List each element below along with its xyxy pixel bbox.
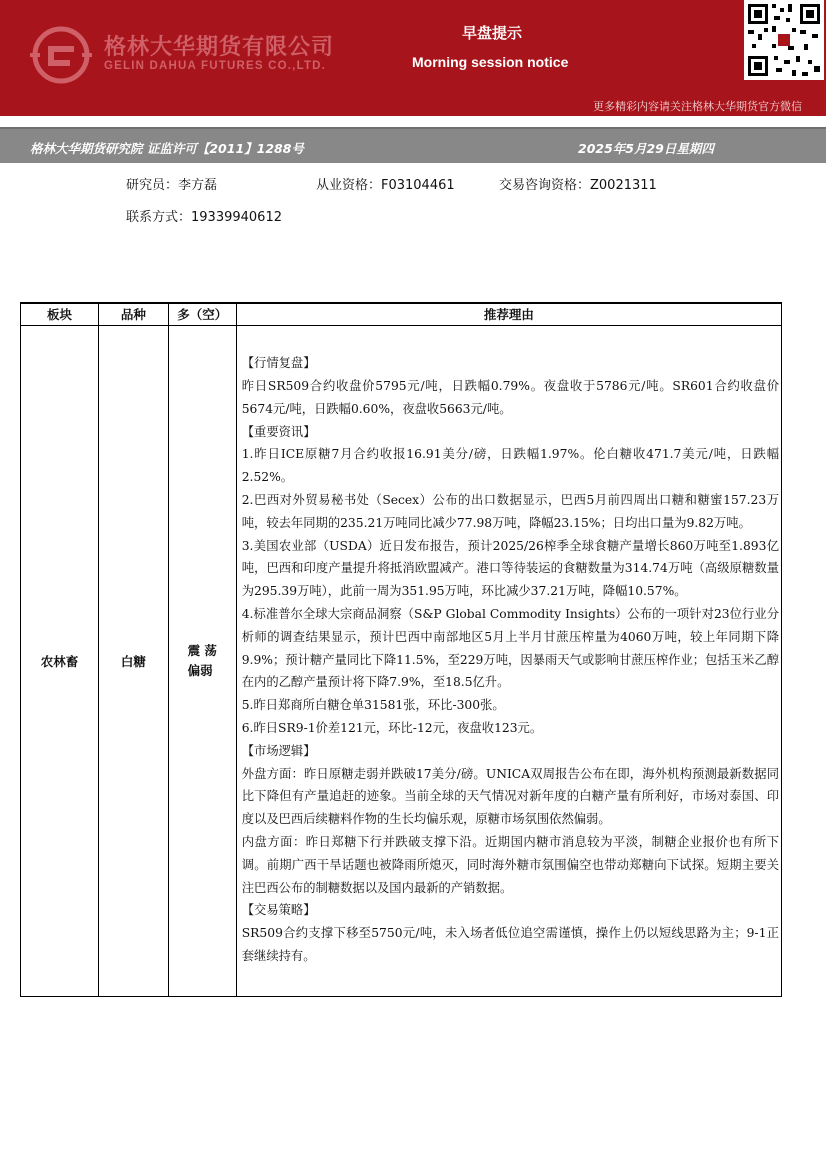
qr-code-icon[interactable] [744, 0, 824, 80]
reason-paragraph: 5.昨日郑商所白糖仓单31581张，环比-300张。 [241, 698, 505, 713]
notice-title-en: Morning session notice [412, 54, 569, 70]
company-name-en: GELIN DAHUA FUTURES CO.,LTD. [104, 60, 327, 72]
reason-paragraph: 内盘方面：昨日郑糖下行并跌破支撑下沿。近期国内糖市消息较为平淡，制糖企业报价也有所下调。前期广西干旱话题也被降雨所熄灭，同时海外糖市氛围偏空也带动郑糖向下试探。短期主要关注巴西公布的制糖数据以及国内最新的产销数据。 [241, 834, 779, 895]
reason-paragraph: 6.昨日SR9-1价差121元，环比-12元，夜盘收123元。 [241, 720, 543, 735]
company-name-cn: 格林大华期货有限公司 [104, 35, 335, 60]
analyst-consult-qualification: 交易咨询资格：Z0021311 [499, 178, 657, 193]
reason-paragraph: 3.美国农业部（USDA）近日发布报告，预计2025/26榨季全球食糖产量增长860万吨至1.893亿吨，巴西和印度产量提升将抵消欧盟减产。港口等待装运的食糖数量为314.74万吨（高级原糖数量为295.39万吨），此前一周为351.95万吨，环比减少37.21万吨，降幅10.57%。 [241, 538, 779, 599]
direction-line-2: 偏弱 [187, 662, 213, 678]
header-sector: 板块 [21, 303, 99, 325]
header-reason: 推荐理由 [236, 303, 781, 325]
report-date: 2025年5月29日星期四 [578, 141, 714, 156]
table-header-row [21, 303, 782, 325]
reason-heading-review: 【行情复盘】 [241, 356, 316, 371]
direction-line-1: 震 荡 [187, 642, 217, 658]
reason-heading-news: 【重要资讯】 [241, 424, 316, 439]
recommendation-table [20, 302, 782, 997]
analyst-contact: 联系方式：19339940612 [126, 210, 282, 225]
header-variety: 品种 [98, 303, 168, 325]
institute-banner [0, 127, 826, 163]
reason-paragraph: SR509合约支撑下移至5750元/吨，未入场者低位追空需谨慎，操作上仍以短线思路为主；9-1正套继续持有。 [241, 926, 779, 963]
reason-heading-strategy: 【交易策略】 [241, 903, 316, 918]
reason-cell [236, 325, 781, 996]
direction-cell [168, 325, 236, 996]
reason-paragraph: 2.巴西对外贸易秘书处（Secex）公布的出口数据显示，巴西5月前四周出口糖和糖蜜157.23万吨，较去年同期的235.21万吨同比减少77.98万吨，降幅23.15%；日均出口量为9.82万吨。 [241, 493, 779, 530]
header-band [0, 0, 826, 116]
reason-paragraph: 昨日SR509合约收盘价5795元/吨，日跌幅0.79%。夜盘收于5786元/吨。SR601合约收盘价5674元/吨，日跌幅0.60%，夜盘收5663元/吨。 [241, 379, 779, 416]
analyst-qualification: 从业资格：F03104461 [316, 178, 455, 193]
reason-paragraph: 4.标准普尔全球大宗商品洞察（S&P Global Commodity Insights）公布的一项针对23位行业分析师的调查结果显示，预计巴西中南部地区5月上半月甘蔗压榨量为4060万吨，较上年同期下降9.9%；预计糖产量同比下降11.5%，至229万吨，因暴雨天气或影响甘蔗压榨作业；包括玉米乙醇在内的乙醇产量预计将下降7.9%，至18.5亿升。 [241, 607, 779, 690]
reason-heading-logic: 【市场逻辑】 [241, 743, 316, 758]
institute-license: 格林大华期货研究院 证监许可【2011】1288号 [30, 141, 304, 156]
reason-paragraph: 外盘方面：昨日原糖走弱并跌破17美分/磅。UNICA双周报告公布在即，海外机构预测最新数据同比下降但有产量追赶的迹象。当前全球的天气情况对新年度的白糖产量有所利好，市场对泰国、印度以及巴西后续糖料作物的生长均偏乐观，原糖市场氛围依然偏弱。 [241, 766, 779, 827]
header-direction: 多（空） [168, 303, 236, 325]
follow-wechat-text: 更多精彩内容请关注格林大华期货官方微信 [593, 100, 802, 113]
reason-paragraph: 1.昨日ICE原糖7月合约收报16.91美分/磅，日跌幅1.97%。伦白糖收471.7美元/吨，日跌幅2.52%。 [241, 447, 779, 485]
sector-cell: 农林畜 [21, 325, 99, 996]
analyst-name: 研究员：李方磊 [126, 178, 218, 193]
notice-title-cn: 早盘提示 [462, 24, 523, 42]
company-logo-icon [30, 26, 92, 84]
variety-cell: 白糖 [98, 325, 168, 996]
table-row [21, 325, 782, 996]
